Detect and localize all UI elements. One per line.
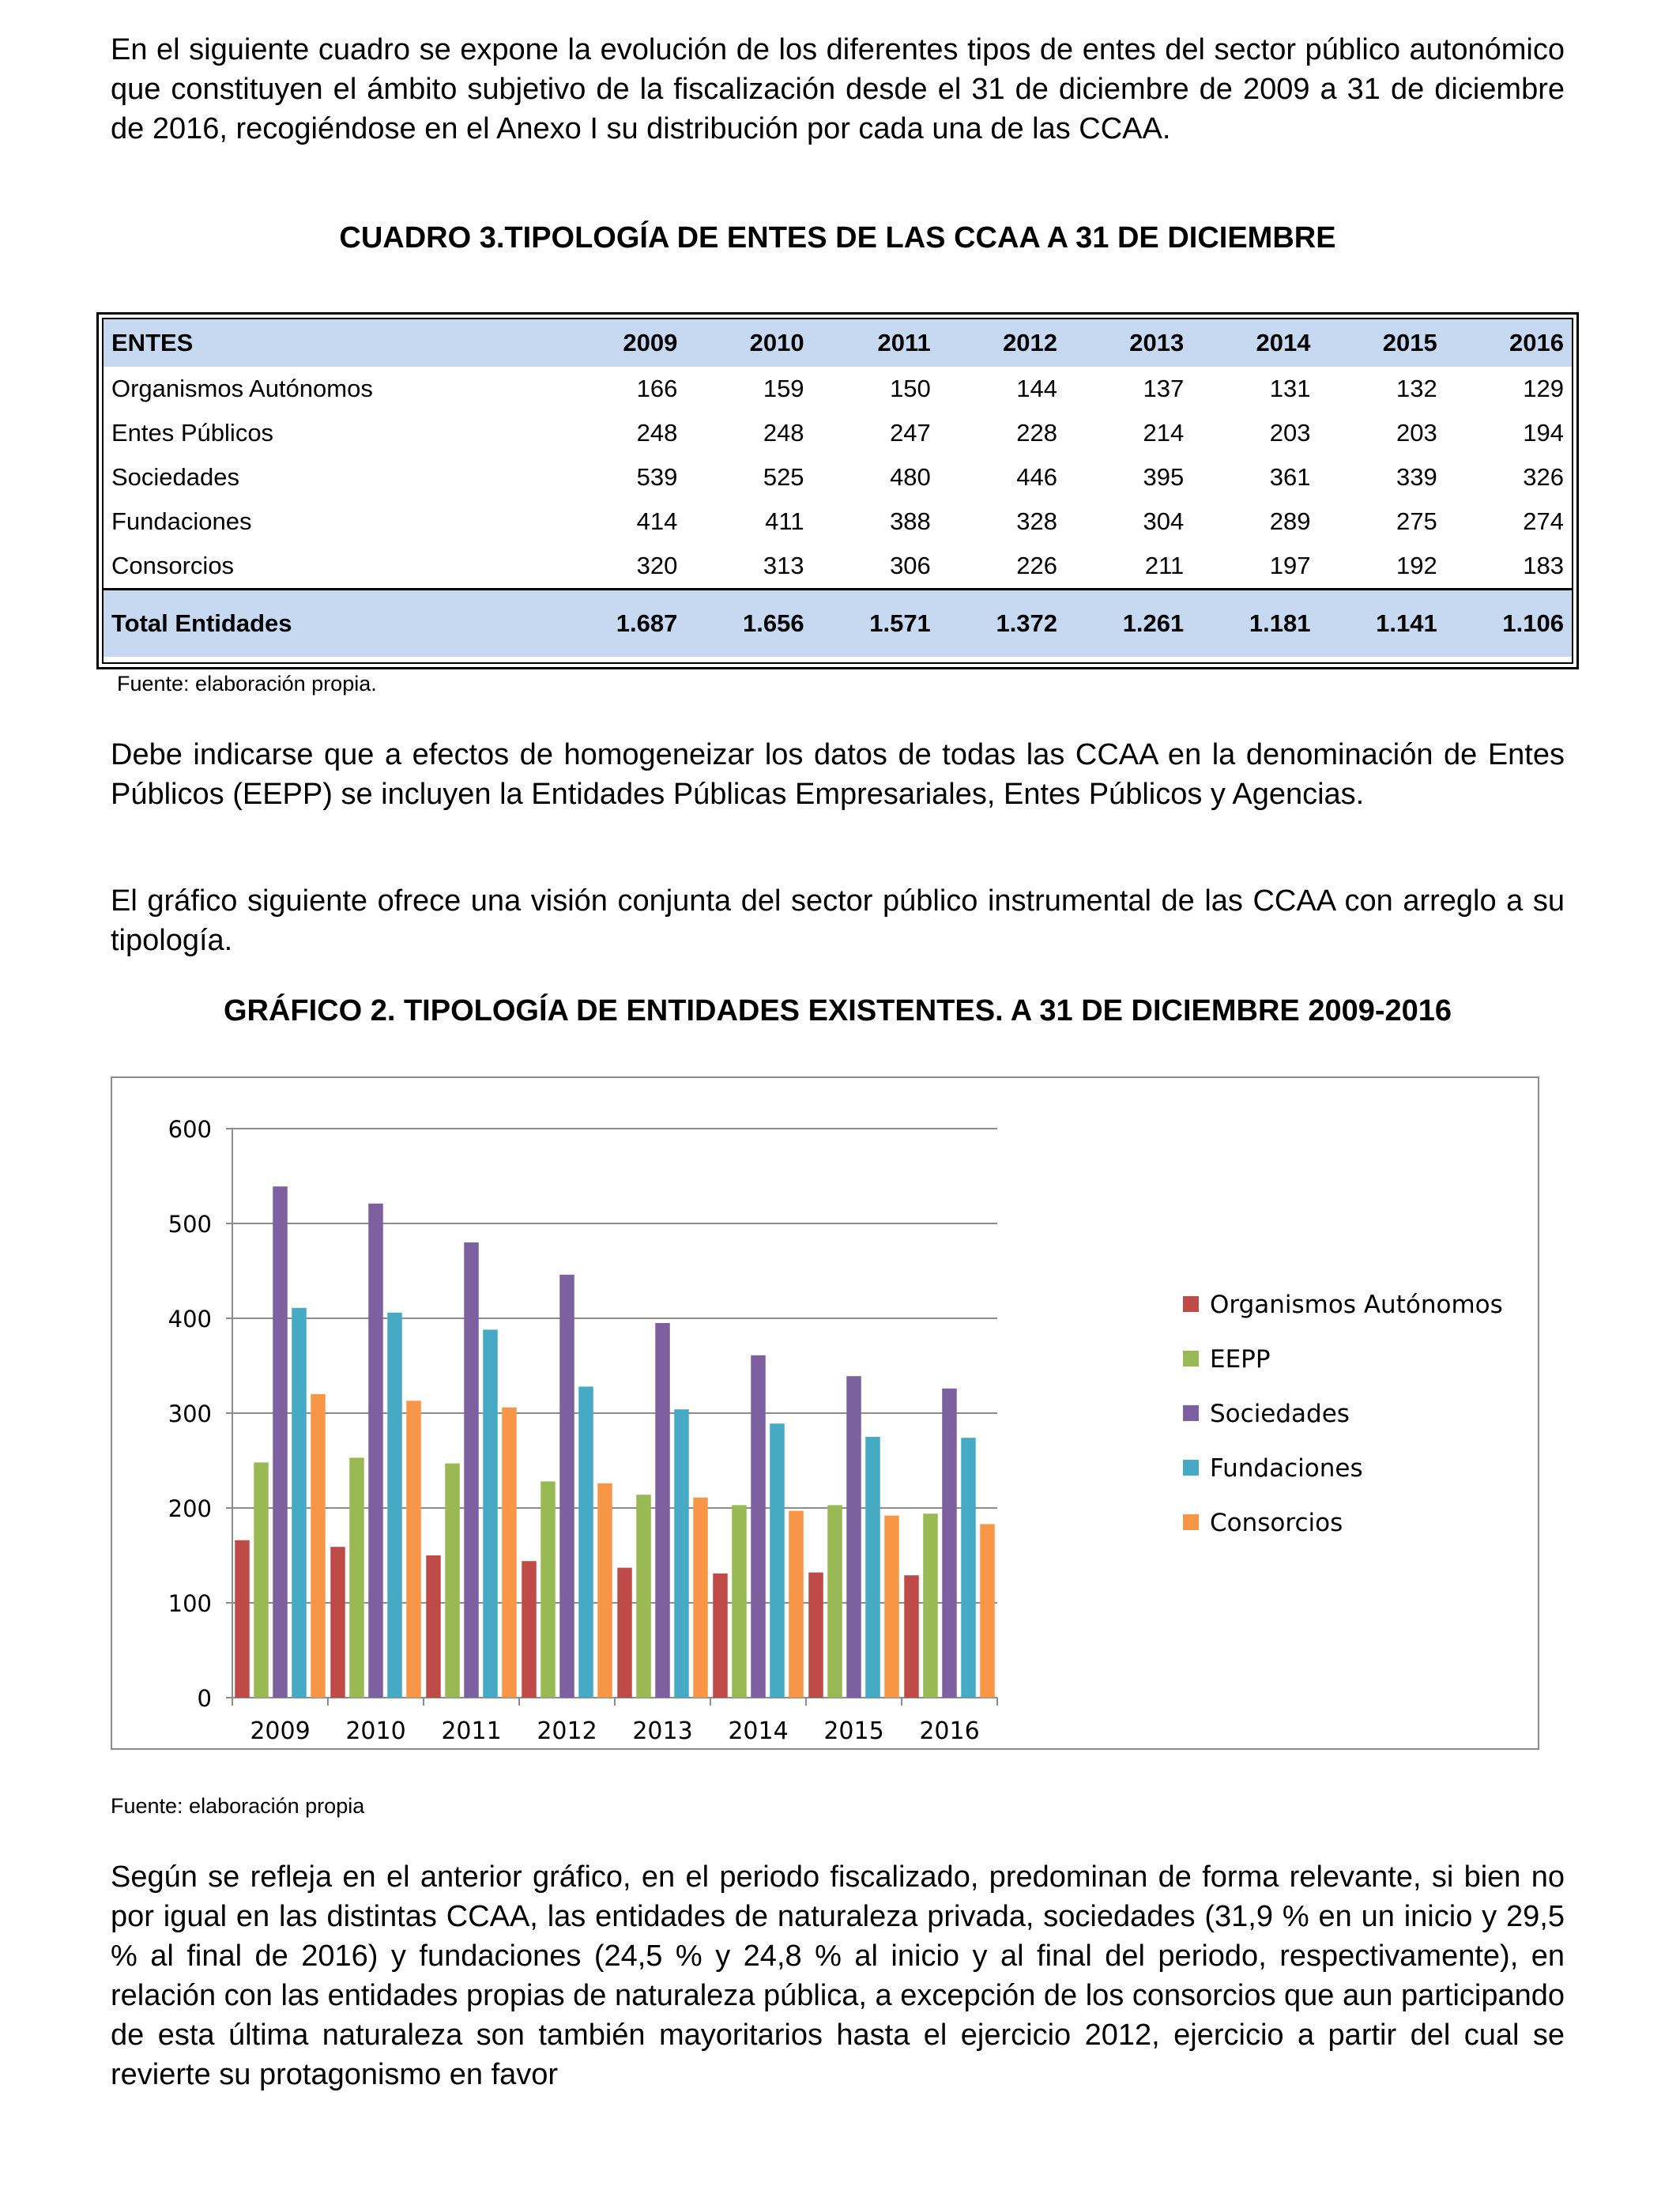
table-cell: 192	[1396, 552, 1437, 579]
table-cell: 166	[636, 375, 678, 402]
table-cell: 289	[1269, 507, 1311, 535]
x-tick-label: 2014	[728, 1717, 789, 1745]
bar-consorcios-2009	[311, 1394, 326, 1698]
bar-fundaciones-2015	[865, 1437, 880, 1698]
total-cell: 1.656	[685, 590, 812, 658]
table-cell: 446	[1016, 463, 1058, 491]
table-header-row	[104, 319, 1572, 367]
column-header-year: 2014	[1192, 319, 1318, 367]
bar-eepp-2010	[349, 1457, 364, 1698]
total-cell: 1.181	[1192, 590, 1318, 658]
column-header-year: 2012	[939, 319, 1065, 367]
bar-organismos-aut-nomos-2009	[235, 1540, 250, 1698]
bar-sociedades-2013	[655, 1323, 670, 1698]
entities-table	[104, 319, 1572, 657]
x-tick-label: 2016	[919, 1717, 980, 1745]
total-cell: 1.106	[1445, 590, 1572, 658]
table-cell: 388	[890, 507, 931, 535]
bar-fundaciones-2009	[292, 1308, 307, 1698]
bar-sociedades-2016	[942, 1389, 957, 1698]
table-cell: 339	[1396, 463, 1437, 491]
total-cell: 1.141	[1319, 590, 1445, 658]
column-header-year: 2015	[1319, 319, 1445, 367]
column-header-year: 2016	[1445, 319, 1572, 367]
table-cell: 395	[1143, 463, 1185, 491]
bar-eepp-2014	[732, 1505, 747, 1698]
total-cell: 1.372	[939, 590, 1065, 658]
bar-organismos-aut-nomos-2012	[522, 1561, 537, 1698]
table-cell: 203	[1396, 419, 1437, 447]
table-cell: 150	[890, 375, 931, 402]
table-cell: 194	[1523, 419, 1564, 447]
bar-fundaciones-2016	[961, 1438, 976, 1698]
bar-organismos-aut-nomos-2016	[904, 1575, 919, 1698]
bar-sociedades-2010	[368, 1204, 383, 1698]
row-label: Fundaciones	[111, 507, 252, 535]
table-cell: 203	[1269, 419, 1311, 447]
paragraph-analysis: Según se refleja en el anterior gráfico, en el periodo fiscalizado, predominan de forma relevante, si bien no por igual en las distintas CCAA, las entidades de naturaleza privada, sociedades (31,9 % en un inicio y 29,5 % al final de 2016) y fundaciones (24,5 % y 24,8 % al inicio y al final del periodo, respectivamente), en relación con las entidades propias de naturaleza pública, a excepción de los consorcios que aun participando de esta última naturaleza son también mayoritarios hasta el ejercicio 2012, ejercicio a partir del cual se revierte su protagonismo en favor	[111, 1860, 1565, 2091]
legend-label: Consorcios	[1210, 1509, 1343, 1537]
entities-table-frame	[96, 312, 1579, 669]
bar-sociedades-2009	[273, 1186, 288, 1698]
legend-swatch	[1183, 1296, 1199, 1312]
x-tick-label: 2015	[823, 1717, 884, 1745]
legend-label: Fundaciones	[1210, 1454, 1363, 1483]
table-row	[104, 411, 1572, 455]
bar-consorcios-2010	[406, 1400, 421, 1698]
table-cell: 248	[763, 419, 804, 447]
table-row	[104, 367, 1572, 411]
table-row	[104, 544, 1572, 590]
column-header-year: 2010	[685, 319, 812, 367]
total-label: Total Entidades	[104, 590, 559, 658]
row-label: Entes Públicos	[111, 419, 274, 447]
legend-label: Sociedades	[1210, 1400, 1350, 1428]
table-cell: 247	[890, 419, 931, 447]
bar-consorcios-2012	[597, 1483, 612, 1698]
x-tick-label: 2010	[345, 1717, 406, 1745]
table-cell: 304	[1143, 507, 1185, 535]
chart-container	[111, 1076, 1539, 1750]
bar-organismos-aut-nomos-2014	[713, 1574, 728, 1698]
table-cell: 183	[1523, 552, 1564, 579]
bar-fundaciones-2012	[578, 1386, 593, 1698]
table-cell: 159	[763, 375, 804, 402]
bar-fundaciones-2013	[674, 1409, 689, 1698]
intro-paragraph: En el siguiente cuadro se expone la evolución de los diferentes tipos de entes del sector público autonómico que constituyen el ámbito subjetivo de la fiscalización desde el 31 de diciembre de 2009 a 31 de diciembre de 2016, recogiéndose en el Anexo I su distribución por cada una de las CCAA.	[111, 33, 1565, 145]
y-tick-label: 200	[168, 1495, 212, 1522]
table-cell: 480	[890, 463, 931, 491]
legend-label: EEPP	[1210, 1345, 1271, 1374]
bar-eepp-2015	[827, 1505, 842, 1698]
table-row	[104, 455, 1572, 499]
table-cell: 275	[1396, 507, 1437, 535]
table-cell: 414	[636, 507, 678, 535]
legend-label: Organismos Autónomos	[1210, 1291, 1503, 1319]
bar-consorcios-2013	[693, 1498, 708, 1698]
table-cell: 228	[1016, 419, 1058, 447]
bar-organismos-aut-nomos-2015	[808, 1573, 823, 1698]
x-tick-label: 2011	[441, 1717, 502, 1745]
table-cell: 306	[890, 552, 931, 579]
table-cell: 129	[1523, 375, 1564, 402]
x-tick-label: 2013	[632, 1717, 693, 1745]
bar-sociedades-2012	[559, 1275, 574, 1698]
y-tick-label: 600	[168, 1116, 212, 1143]
table-cell: 326	[1523, 463, 1564, 491]
table-row	[104, 499, 1572, 544]
bar-organismos-aut-nomos-2011	[426, 1555, 441, 1698]
column-header-year: 2013	[1065, 319, 1192, 367]
bar-sociedades-2011	[464, 1242, 479, 1698]
row-label: Consorcios	[111, 552, 235, 579]
x-tick-label: 2012	[537, 1717, 597, 1745]
bar-fundaciones-2014	[770, 1423, 785, 1698]
chart-title: GRÁFICO 2. TIPOLOGÍA DE ENTIDADES EXISTENTES. A 31 DE DICIEMBRE 2009-2016	[223, 994, 1452, 1027]
table-cell: 197	[1269, 552, 1311, 579]
legend-swatch	[1183, 1514, 1199, 1530]
total-cell: 1.687	[559, 590, 685, 658]
table-cell: 132	[1396, 375, 1437, 402]
column-header-year: 2011	[812, 319, 939, 367]
bar-eepp-2009	[254, 1462, 269, 1698]
y-tick-label: 0	[197, 1685, 212, 1712]
bar-eepp-2013	[636, 1495, 651, 1698]
bar-consorcios-2015	[884, 1516, 899, 1698]
y-tick-label: 400	[168, 1306, 212, 1333]
bar-fundaciones-2011	[483, 1329, 498, 1698]
bar-sociedades-2014	[751, 1355, 766, 1698]
bar-organismos-aut-nomos-2013	[617, 1568, 632, 1698]
table-source: Fuente: elaboración propia.	[117, 672, 377, 696]
table-cell: 313	[763, 552, 804, 579]
table-cell: 214	[1143, 419, 1185, 447]
y-tick-label: 500	[168, 1211, 212, 1238]
paragraph-chart-intro: El gráfico siguiente ofrece una visión conjunta del sector público instrumental de las CCAA con arreglo a su tipología.	[111, 884, 1565, 957]
legend-swatch	[1183, 1405, 1199, 1421]
bar-sociedades-2015	[846, 1376, 861, 1698]
chart-source: Fuente: elaboración propia	[111, 1794, 365, 1818]
table-cell: 144	[1016, 375, 1058, 402]
table-cell: 411	[765, 507, 804, 535]
legend-swatch	[1183, 1460, 1199, 1476]
x-tick-label: 2009	[250, 1717, 311, 1745]
table-cell: 320	[636, 552, 678, 579]
bar-consorcios-2014	[789, 1511, 804, 1698]
table-cell: 361	[1269, 463, 1311, 491]
legend-swatch	[1183, 1351, 1199, 1367]
total-row	[104, 590, 1572, 658]
total-cell: 1.261	[1065, 590, 1192, 658]
bar-eepp-2012	[541, 1481, 556, 1698]
bar-eepp-2016	[923, 1514, 938, 1698]
table-cell: 131	[1269, 375, 1311, 402]
bar-consorcios-2011	[502, 1408, 517, 1698]
bar-eepp-2011	[445, 1464, 460, 1698]
table-cell: 328	[1016, 507, 1058, 535]
table-cell: 211	[1144, 552, 1185, 579]
table-cell: 226	[1016, 552, 1058, 579]
bar-organismos-aut-nomos-2010	[330, 1547, 345, 1698]
table-cell: 525	[763, 463, 804, 491]
table-cell: 137	[1143, 375, 1185, 402]
y-tick-label: 300	[168, 1400, 212, 1427]
row-label: Sociedades	[111, 463, 240, 491]
bar-chart	[112, 1078, 1538, 1748]
paragraph-homogenization: Debe indicarse que a efectos de homogeneizar los datos de todas las CCAA en la denominación de Entes Públicos (EEPP) se incluyen la Entidades Públicas Empresariales, Entes Públicos y Agencias.	[111, 738, 1565, 811]
row-label: Organismos Autónomos	[111, 375, 373, 402]
table-cell: 248	[636, 419, 678, 447]
bar-consorcios-2016	[980, 1524, 995, 1698]
column-header-entes: ENTES	[104, 319, 559, 367]
column-header-year: 2009	[559, 319, 685, 367]
total-cell: 1.571	[812, 590, 939, 658]
y-tick-label: 100	[168, 1590, 212, 1617]
bar-fundaciones-2010	[387, 1313, 402, 1698]
table-title: CUADRO 3.TIPOLOGÍA DE ENTES DE LAS CCAA A 31 DE DICIEMBRE	[339, 221, 1336, 254]
table-cell: 539	[636, 463, 678, 491]
table-cell: 274	[1523, 507, 1564, 535]
